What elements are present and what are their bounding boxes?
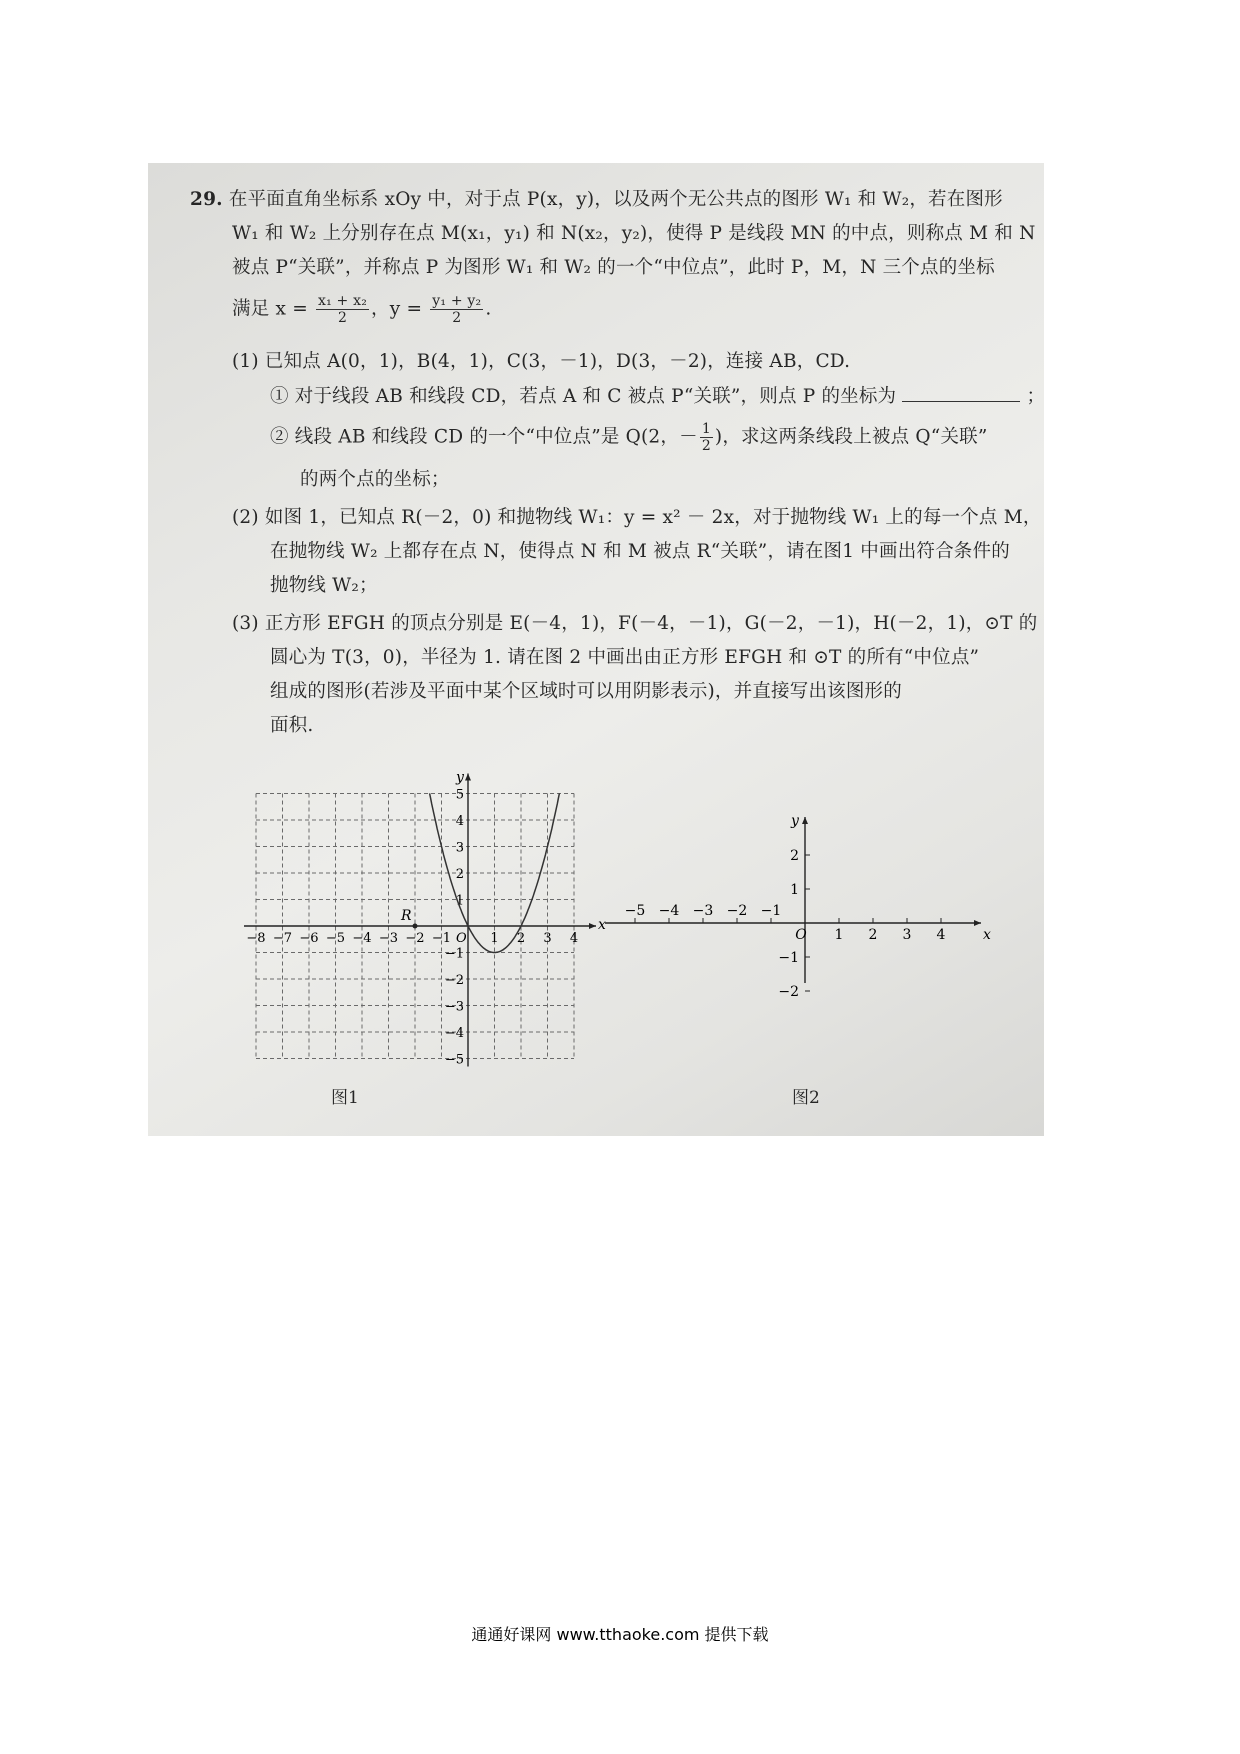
- part1-sub2-cont: 的两个点的坐标；: [300, 469, 450, 490]
- point-r-marker: [413, 924, 418, 929]
- x-tick-label: −5: [325, 931, 346, 946]
- x-tick-label: −5: [624, 903, 646, 919]
- x-tick-label: 2: [516, 931, 526, 946]
- answer-blank[interactable]: [902, 381, 1020, 402]
- y-tick-label: 1: [790, 882, 799, 898]
- figure2-caption: 图2: [792, 1088, 820, 1108]
- y-tick-label: −1: [444, 946, 464, 962]
- y-tick-label: −3: [444, 999, 464, 1015]
- x-tick-label: −6: [299, 931, 319, 946]
- point-r-label: R: [401, 908, 412, 924]
- y-tick-label: 2: [790, 848, 799, 864]
- question-intro-line-3: 被点 P“关联”，并称点 P 为图形 W₁ 和 W₂ 的一个“中位点”，此时 P，M，N 三个点的坐标: [232, 257, 995, 278]
- x-tick-label: −1: [431, 931, 452, 946]
- x-tick-label: −4: [658, 903, 680, 919]
- part1-sub1: [270, 381, 1045, 412]
- origin-label: O: [456, 931, 467, 946]
- y-axis-arrow: [465, 774, 471, 781]
- y-axis-label: y: [791, 813, 799, 829]
- x-tick-label: 3: [543, 931, 552, 946]
- x-tick-label: 3: [902, 927, 912, 943]
- definition-formula: [232, 293, 491, 326]
- part3-line-3: 组成的图形(若涉及平面中某个区域时可以用阴影表示)，并直接写出该图形的: [270, 681, 902, 702]
- y-tick-label: 3: [455, 840, 464, 856]
- x-tick-label: 4: [569, 931, 579, 946]
- x-fraction-numerator: x₁ + x₂: [318, 293, 368, 309]
- y-tick-label: 5: [455, 787, 464, 803]
- y-fraction: [430, 293, 483, 326]
- origin-label: O: [795, 927, 807, 943]
- page-footer: 通通好课网 www.tthaoke.com 提供下载: [471, 1625, 769, 1644]
- x-fraction-denominator: 2: [337, 310, 348, 326]
- part3-line-2: 圆心为 T(3，0)，半径为 1. 请在图 2 中画出由正方形 EFGH 和 ⊙T 的所有“中位点”: [270, 647, 980, 668]
- y-axis-arrow: [802, 817, 808, 824]
- x-fraction: [316, 293, 369, 326]
- x-axis-arrow: [974, 920, 981, 926]
- y-tick-label: −5: [444, 1052, 464, 1068]
- question-intro-line-1: [190, 185, 1003, 215]
- part1-sub1-end: ；: [1026, 386, 1046, 407]
- y-fraction-numerator: y₁ + y₂: [432, 293, 482, 309]
- x-tick-label: 1: [834, 927, 844, 943]
- x-tick-label: −7: [272, 931, 293, 946]
- half-fraction: [700, 421, 713, 454]
- question-intro-line-2: W₁ 和 W₂ 上分别存在点 M(x₁，y₁) 和 N(x₂，y₂)，使得 P 是线段 MN 的中点，则称点 M 和 N: [232, 223, 1036, 244]
- formula-suffix: .: [485, 298, 492, 320]
- x-tick-label: −1: [760, 903, 782, 919]
- y-tick-label: 2: [455, 867, 464, 882]
- part1-sub2-suffix: )，求这两条线段上被点 Q“关联”: [714, 426, 988, 448]
- half-denominator: 2: [701, 438, 711, 454]
- formula-mid: ，y =: [371, 298, 423, 320]
- figure1-coordinate-grid: [178, 743, 606, 1068]
- y-tick-label: 1: [455, 893, 464, 909]
- y-tick-label: −1: [778, 950, 799, 966]
- part2-line-2: 在抛物线 W₂ 上都存在点 N，使得点 N 和 M 被点 R“关联”，请在图1 中画出符合条件的: [270, 541, 1010, 562]
- y-tick-label: 4: [455, 814, 464, 829]
- x-tick-label: −4: [352, 931, 372, 946]
- part3-line-4: 面积.: [270, 715, 314, 736]
- part1-sub2-prefix: ② 线段 AB 和线段 CD 的一个“中位点”是 Q(2，－: [270, 426, 698, 448]
- intro-text-1: 在平面直角坐标系 xOy 中，对于点 P(x，y)，以及两个无公共点的图形 W₁ 和 W₂，若在图形: [228, 189, 1003, 210]
- figure1-caption: 图1: [331, 1088, 359, 1108]
- part2-line-1: (2) 如图 1，已知点 R(－2，0) 和抛物线 W₁：y = x² － 2x，对于抛物线 W₁ 上的每一个点 M，: [232, 507, 1042, 528]
- part1-sub1-text: ① 对于线段 AB 和线段 CD，若点 A 和 C 被点 P“关联”，则点 P 的坐标为: [270, 386, 897, 407]
- y-tick-label: −2: [444, 973, 464, 988]
- x-tick-label: 2: [868, 927, 878, 943]
- half-numerator: 1: [701, 421, 711, 437]
- x-axis-label: x: [598, 917, 606, 933]
- x-tick-label: 4: [936, 927, 946, 943]
- formula-prefix: 满足 x =: [232, 298, 308, 320]
- x-tick-label: −8: [246, 931, 266, 946]
- part1-statement: (1) 已知点 A(0，1)，B(4，1)，C(3，－1)，D(3，－2)，连接 AB，CD.: [232, 351, 851, 372]
- part3-line-1: (3) 正方形 EFGH 的顶点分别是 E(－4，1)，F(－4，－1)，G(－2，－1)，H(－2，1)，⊙T 的: [232, 613, 1038, 634]
- part2-line-3: 抛物线 W₂；: [270, 575, 378, 596]
- figure2-coordinate-axes: [593, 793, 1013, 1023]
- x-tick-label: −2: [405, 931, 425, 946]
- x-tick-label: −2: [726, 903, 748, 919]
- exam-photo: [148, 163, 1044, 1136]
- part1-sub2: [270, 421, 988, 454]
- x-axis-label: x: [983, 927, 991, 943]
- x-tick-label: −3: [692, 903, 714, 919]
- question-number: 29.: [190, 189, 223, 210]
- x-tick-label: 1: [490, 931, 499, 946]
- x-tick-label: −3: [378, 931, 399, 946]
- y-tick-label: −4: [444, 1026, 464, 1041]
- y-fraction-denominator: 2: [452, 310, 462, 326]
- y-axis-label: y: [456, 769, 464, 786]
- y-tick-label: −2: [778, 984, 799, 1000]
